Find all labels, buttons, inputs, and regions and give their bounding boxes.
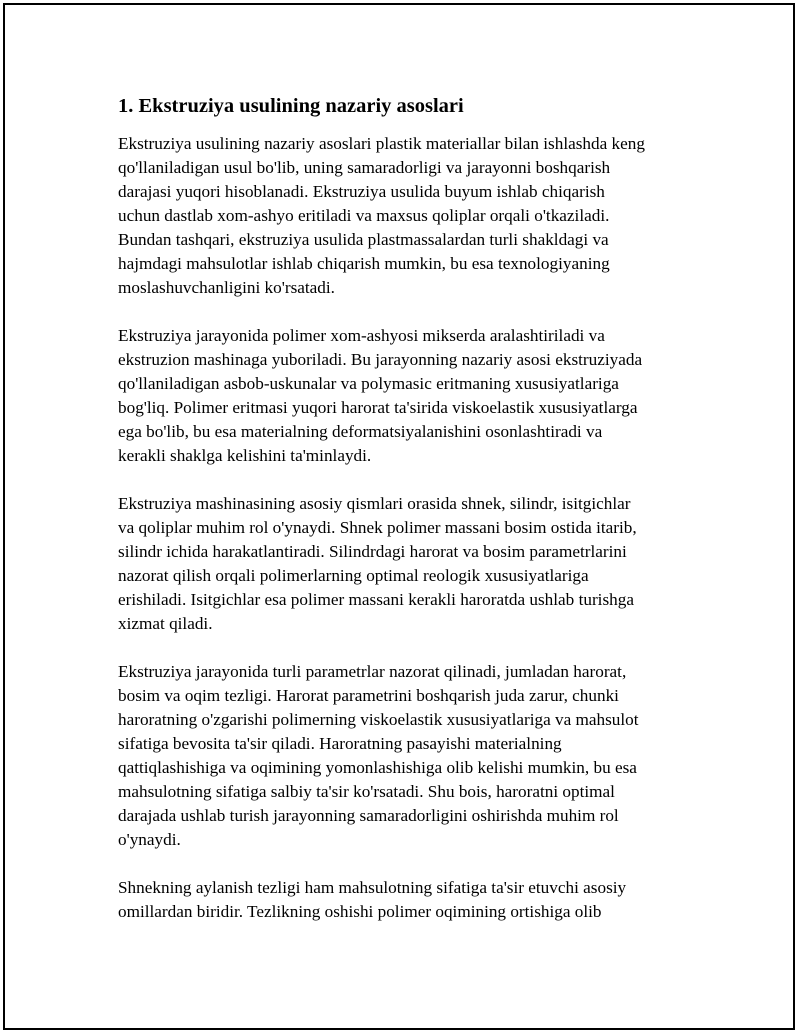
text-line: kerakli shaklga kelishini ta'minlaydi. <box>118 446 372 465</box>
text-line: Ekstruziya jarayonida polimer xom-ashyosi mikserda aralashtiriladi va <box>118 326 605 345</box>
text-line: moslashuvchanligini ko'rsatadi. <box>118 278 335 297</box>
text-line: bog'liq. Polimer eritmasi yuqori harorat ta'sirida viskoelastik xususiyatlarga <box>118 398 638 417</box>
text-line: hajmdagi mahsulotlar ishlab chiqarish mumkin, bu esa texnologiyaning <box>118 254 610 273</box>
text-line: uchun dastlab xom-ashyo eritiladi va maxsus qoliplar orqali o'tkaziladi. <box>118 206 610 225</box>
paragraph-3 <box>118 492 688 636</box>
text-line: ega bo'lib, bu esa materialning deformatsiyalanishini osonlashtiradi va <box>118 422 603 441</box>
text-line: bosim va oqim tezligi. Harorat parametrini boshqarish juda zarur, chunki <box>118 686 619 705</box>
text-line: o'ynaydi. <box>118 830 181 849</box>
text-line: erishiladi. Isitgichlar esa polimer massani kerakli haroratda ushlab turishga <box>118 590 634 609</box>
text-line: Bundan tashqari, ekstruziya usulida plastmassalardan turli shakldagi va <box>118 230 609 249</box>
section-heading: 1. Ekstruziya usulining nazariy asoslari <box>118 95 464 117</box>
document-body <box>118 93 688 948</box>
text-line: silindr ichida harakatlantiradi. Silindrdagi harorat va bosim parametrlarini <box>118 542 627 561</box>
text-line: darajada ushlab turish jarayonning samaradorligini oshirishda muhim rol <box>118 806 619 825</box>
text-line: Ekstruziya usulining nazariy asoslari plastik materiallar bilan ishlashda keng <box>118 134 645 153</box>
text-line: xizmat qiladi. <box>118 614 213 633</box>
text-line: Ekstruziya mashinasining asosiy qismlari orasida shnek, silindr, isitgichlar <box>118 494 631 513</box>
text-line: omillardan biridir. Tezlikning oshishi polimer oqimining ortishiga olib <box>118 902 602 921</box>
paragraph-4 <box>118 660 688 852</box>
text-line: va qoliplar muhim rol o'ynaydi. Shnek polimer massani bosim ostida itarib, <box>118 518 637 537</box>
text-line: Ekstruziya jarayonida turli parametrlar nazorat qilinadi, jumladan harorat, <box>118 662 627 681</box>
text-line: mahsulotning sifatiga salbiy ta'sir ko'rsatadi. Shu bois, haroratni optimal <box>118 782 615 801</box>
text-line: qo'llaniladigan asbob-uskunalar va polymasic eritmaning xususiyatlariga <box>118 374 619 393</box>
text-line: ekstruzion mashinaga yuboriladi. Bu jarayonning nazariy asosi ekstruziyada <box>118 350 643 369</box>
text-line: Shnekning aylanish tezligi ham mahsulotning sifatiga ta'sir etuvchi asosiy <box>118 878 627 897</box>
text-line: nazorat qilish orqali polimerlarning optimal reologik xususiyatlariga <box>118 566 589 585</box>
text-line: sifatiga bevosita ta'sir qiladi. Haroratning pasayishi materialning <box>118 734 562 753</box>
text-line: darajasi yuqori hisoblanadi. Ekstruziya usulida buyum ishlab chiqarish <box>118 182 605 201</box>
text-line: haroratning o'zgarishi polimerning viskoelastik xususiyatlariga va mahsulot <box>118 710 639 729</box>
text-line: qo'llaniladigan usul bo'lib, uning samaradorligi va jarayonni boshqarish <box>118 158 611 177</box>
paragraph-2 <box>118 324 688 468</box>
paragraph-1 <box>118 132 688 300</box>
text-line: qattiqlashishiga va oqimining yomonlashishiga olib kelishi mumkin, bu esa <box>118 758 637 777</box>
paragraph-5 <box>118 876 688 924</box>
